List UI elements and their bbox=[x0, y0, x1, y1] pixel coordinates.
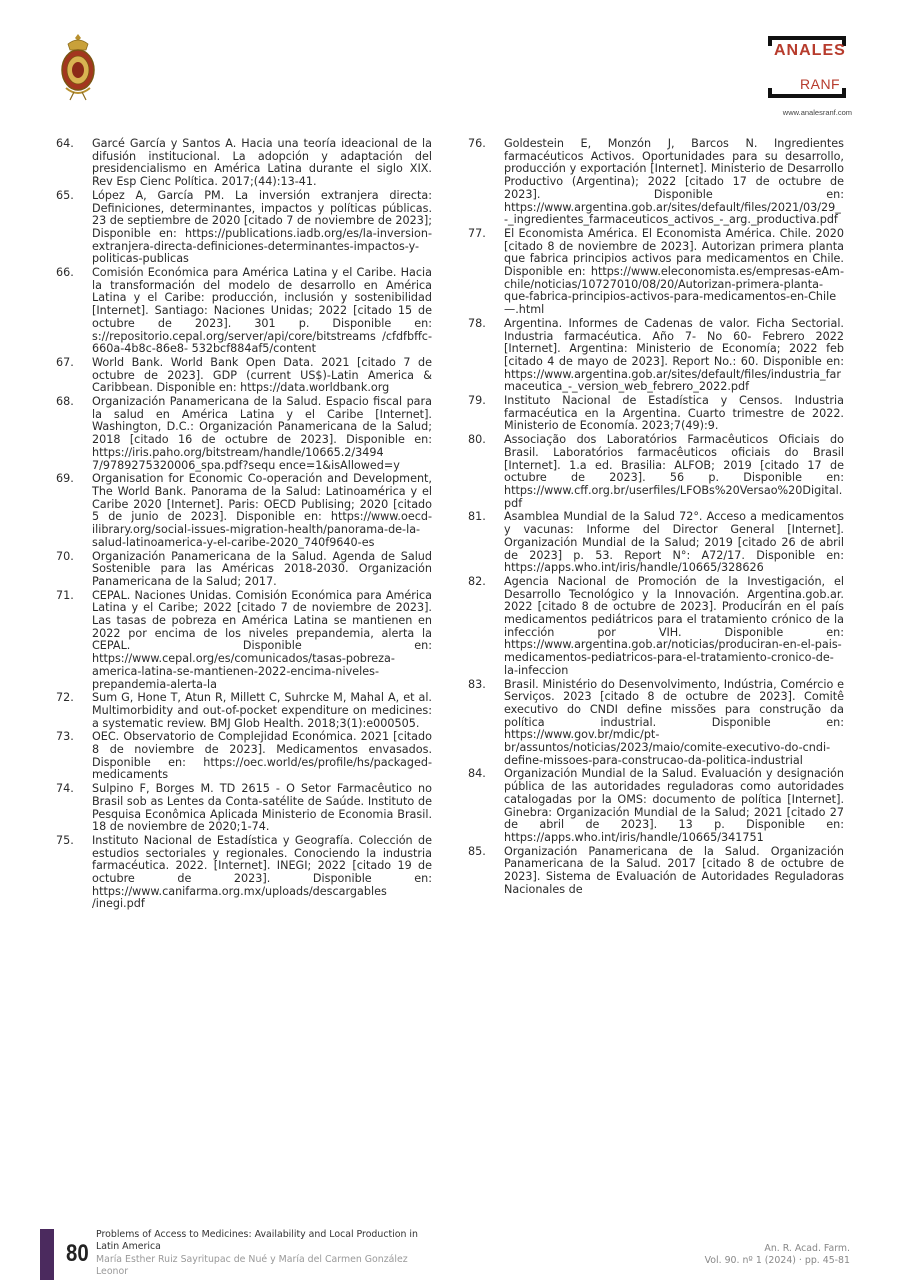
reference-number: 79. bbox=[468, 394, 486, 408]
reference-number: 85. bbox=[468, 844, 486, 858]
reference-number: 70. bbox=[56, 549, 74, 563]
reference-text: López A, García PM. La inversión extranjera directa: Definiciones, determinantes, impactos y políticas públicas. 23 de septiembre de 2020 [citado 7 de noviembre de 2023]; Disponible en: https://publications.iadb.org/es/la-inversion-extranjera-directa-definiciones-determinantes-impactos-y-politicas-publicas bbox=[92, 188, 432, 266]
reference-text: Organización Panamericana de la Salud. Organización Panamericana de la Salud. 2017 [citado 8 de octubre de 2023]. Sistema de Evaluación de Autoridades Reguladoras Nacionales de bbox=[504, 844, 844, 896]
academy-crest-logo bbox=[58, 32, 98, 102]
footer-journal-info bbox=[705, 1243, 850, 1267]
page-number: 80 bbox=[66, 1240, 89, 1267]
reference-text: Organización Panamericana de la Salud. Espacio fiscal para la salud en América Latina y el Caribe [Internet]. Washington, D.C.: Organización Panamericana de la Salud; 2018 [citado 16 de octubre de 2023]. Disponible en: https://iris.paho.org/bitstream/handle/10665.2/3494 7/9789275320006_spa.pdf?sequ ence=1&isAllowed=y bbox=[92, 395, 432, 472]
reference-item bbox=[468, 434, 844, 510]
journal-volume: Vol. 90. nº 1 (2024) · pp. 45-81 bbox=[704, 1255, 850, 1266]
reference-item bbox=[56, 590, 432, 692]
reference-item bbox=[468, 846, 844, 897]
footer-authors: María Esther Ruiz Sayritupac de Nué y María del Carmen González Leonor bbox=[96, 1254, 408, 1277]
reference-item bbox=[468, 318, 844, 394]
brand-bottom-text: RANF bbox=[800, 76, 841, 92]
reference-number: 77. bbox=[468, 226, 486, 240]
reference-number: 72. bbox=[56, 691, 74, 705]
reference-item bbox=[468, 138, 844, 227]
reference-item bbox=[468, 395, 844, 433]
reference-item bbox=[468, 576, 844, 678]
analesranf-brand bbox=[758, 36, 850, 118]
reference-text: Agencia Nacional de Promoción de la Investigación, el Desarrollo Tecnológico y la Innovación. Argentina.gob.ar. 2022 [citado 8 de octubre de 2023]. Producirán en el país medicamentos pediátricos para el tratamiento crónico de la infección por VIH. Disponible en: https://www.argentina.gob.ar/noticias/produciran-en-el-pais-medicamentos-pediatricos-para-el-tratamiento-cronico-de-la-infeccion bbox=[504, 574, 844, 677]
reference-number: 80. bbox=[468, 433, 486, 447]
reference-text: Brasil. Ministério do Desenvolvimento, Indústria, Comércio e Serviços. 2023 [citado 8 de octubre de 2023]. Comitê executivo do CNDI define missões para construção da política industrial. Disponible en: https://www.gov.br/mdic/pt-br/assuntos/noticias/2023/maio/comite-executivo-do-cndi-define-missoes-para-construcao-da-politica-industrial bbox=[504, 677, 844, 767]
reference-text: Argentina. Informes de Cadenas de valor. Ficha Sectorial. Industria farmacéutica. Año 7- No 60- Febrero 2022 [Internet]. Argentina: Ministerio de Economía; 2022 feb [citado 4 de mayo de 2023]. Report No.: 60. Disponible en: https://www.argentina.gob.ar/sites/default/files/industria_farmaceutica_-_version_web_febrero_2022.pdf bbox=[504, 316, 844, 394]
reference-number: 71. bbox=[56, 588, 74, 602]
brand-top-text: ANALES bbox=[774, 42, 846, 59]
reference-item bbox=[56, 267, 432, 356]
reference-text: CEPAL. Naciones Unidas. Comisión Económica para América Latina y el Caribe; 2022 [citado 7 de noviembre de 2023]. Las tasas de pobreza en América Latina se mantienen en 2022 por encima de los niveles prepandemia, alerta la CEPAL. Disponible en: https://www.cepal.org/es/comunicados/tasas-pobreza-america-latina-se-mantienen-2022-encima-niveles-prepandemia-alerta-la bbox=[92, 588, 432, 691]
reference-number: 74. bbox=[56, 782, 74, 796]
reference-number: 69. bbox=[56, 472, 74, 486]
reference-item bbox=[56, 473, 432, 549]
reference-text: Garcé García y Santos A. Hacia una teoría ideacional de la difusión institucional. La adopción y adaptación del presidencialismo en América Latina durante el siglo XIX. Rev Esp Cienc Política. 2017;(44):13-41. bbox=[92, 137, 432, 189]
reference-number: 65. bbox=[56, 188, 74, 202]
reference-number: 64. bbox=[56, 137, 74, 150]
reference-number: 78. bbox=[468, 316, 486, 330]
reference-item bbox=[468, 228, 844, 317]
reference-text: OEC. Observatorio de Complejidad Económica. 2021 [citado 8 de noviembre de 2023]. Medicamentos envasados. Disponible en: https://oec.world/es/profile/hs/packaged-medicaments bbox=[92, 730, 432, 782]
reference-item bbox=[56, 551, 432, 589]
reference-number: 73. bbox=[56, 730, 74, 744]
reference-number: 66. bbox=[56, 266, 74, 280]
reference-text: Instituto Nacional de Estadística y Geografía. Colección de estudios sectoriales y regionales. Conociendo la industria farmacéutica. 2022. [Internet]. INEGI; 2022 [citado 19 de octubre de 2023]. Disponible en: https://www.canifarma.org.mx/uploads/descargables /inegi.pdf bbox=[92, 833, 432, 911]
reference-item bbox=[56, 357, 432, 395]
reference-number: 76. bbox=[468, 137, 486, 150]
footer-article-title: Problems of Access to Medicines: Availability and Local Production in Latin America bbox=[96, 1229, 418, 1252]
reference-text: Goldestein E, Monzón J, Barcos N. Ingredientes farmacéuticos Activos. Oportunidades para su desarrollo, producción y exportación [Internet]. Ministerio de Desarrollo Productivo (Argentina); 2022 [citado 17 de octubre de 2023]. Disponible en: https://www.argentina.gob.ar/sites/default/files/2021/03/29_-_ingredientes_farmaceuticos_activos_-_arg._productiva.pdf bbox=[504, 137, 844, 227]
reference-item bbox=[468, 679, 844, 768]
reference-item bbox=[56, 835, 432, 911]
reference-item bbox=[56, 731, 432, 782]
reference-item bbox=[56, 138, 432, 189]
reference-item bbox=[56, 692, 432, 730]
reference-item bbox=[468, 511, 844, 575]
reference-item bbox=[468, 768, 844, 844]
reference-item bbox=[56, 190, 432, 266]
reference-number: 84. bbox=[468, 767, 486, 781]
reference-text: Organización Mundial de la Salud. Evaluación y designación pública de las autoridades reguladoras como autoridades catalogadas por la OMS: documento de política [Internet]. Ginebra: Organización Mundial de la Salud; 2021 [citado 27 de abril de 2023]. 13 p. Disponible en: https://apps.who.int/iris/handle/10665/341751 bbox=[504, 767, 844, 844]
reference-text: Instituto Nacional de Estadística y Censos. Industria farmacéutica en la Argentina. Cuarto trimestre de 2022. Ministerio de Economía. 2023;7(49):9. bbox=[504, 394, 844, 433]
brand-url[interactable]: www.analesranf.com bbox=[782, 108, 852, 117]
reference-text: Sum G, Hone T, Atun R, Millett C, Suhrcke M, Mahal A, et al. Multimorbidity and out-of-pocket expenditure on medicines: a systematic review. BMJ Glob Health. 2018;3(1):e000505. bbox=[92, 691, 432, 730]
reference-text: Comisión Económica para América Latina y el Caribe. Hacia la transformación del modelo de desarrollo en América Latina y el Caribe: producción, inclusión y sostenibilidad [Internet]. Santiago: Naciones Unidas; 2022 [citado 15 de octubre de 2023]. 301 p. Disponible en: s://repositorio.cepal.org/server/api/core/bitstreams /cfdfbffc-660a-4b8c-86e8- 532bcf884af5/content bbox=[92, 266, 432, 356]
reference-text: El Economista América. El Economista América. Chile. 2020 [citado 8 de noviembre de 2023]. Autorizan primera planta que fabrica principios activos para medicamentos en Chile. Disponible en: https://www.eleconomista.es/empresas-eAm-chile/noticias/10727010/08/20/Autorizan-primera-planta-que-fabrica-principios-activos-para-medicamentos-en-Chile—.html bbox=[504, 226, 844, 317]
reference-text: Associação dos Laboratórios Farmacêuticos Oficiais do Brasil. Laboratórios farmacêuticos oficiais do Brasil [Internet]. 1.a ed. Brasilia: ALFOB; 2019 [citado 17 de octubre de 2023]. 56 p. Disponible en: https://www.cff.org.br/userfiles/LFOBs%20Versao%20Digital.pdf bbox=[504, 433, 844, 510]
reference-item bbox=[56, 396, 432, 472]
reference-text: Asamblea Mundial de la Salud 72°. Acceso a medicamentos y vacunas: Informe del Director General [Internet]. Organización Mundial de la Salud; 2019 [citado 26 de abril de 2023] p. 53. Report N°: A72/17. Disponible en: https://apps.who.int/iris/handle/10665/328626 bbox=[504, 510, 844, 575]
reference-text: Sulpino F, Borges M. TD 2615 - O Setor Farmacêutico no Brasil sob as Lentes da Conta-satélite de Saúde. Instituto de Pesquisa Econômica Aplicada Ministerio de Economia Brasil. 18 de noviembre de 2020;1-74. bbox=[92, 782, 432, 834]
footer-accent-bar bbox=[40, 1229, 54, 1280]
reference-item bbox=[56, 783, 432, 834]
reference-text: Organización Panamericana de la Salud. Agenda de Salud Sostenible para las Américas 2018-2030. Organización Panamericana de la Salud; 2017. bbox=[92, 549, 432, 588]
references-left-column bbox=[56, 138, 432, 912]
reference-number: 68. bbox=[56, 395, 74, 409]
reference-number: 82. bbox=[468, 574, 486, 588]
reference-number: 75. bbox=[56, 833, 74, 847]
reference-number: 83. bbox=[468, 677, 486, 691]
journal-name: An. R. Acad. Farm. bbox=[764, 1243, 850, 1254]
reference-number: 81. bbox=[468, 510, 486, 524]
reference-number: 67. bbox=[56, 355, 74, 369]
reference-text: Organisation for Economic Co-operación and Development, The World Bank. Panorama de la Salud: Latinoamérica y el Caribe 2020 [Internet]. Paris: OECD Publising; 2020 [citado 5 de junio de 2023]. Disponible en: https://www.oecd- ilibrary.org/social-issues-migration-health/panorama-de-la-salud-latinoamerica-y-el-caribe-2020_740f9640-es bbox=[92, 472, 432, 549]
reference-text: World Bank. World Bank Open Data. 2021 [citado 7 de octubre de 2023]. GDP (current US$)-Latin America & Caribbean. Disponible en: https://data.worldbank.org bbox=[92, 355, 432, 395]
references-right-column bbox=[468, 138, 844, 897]
